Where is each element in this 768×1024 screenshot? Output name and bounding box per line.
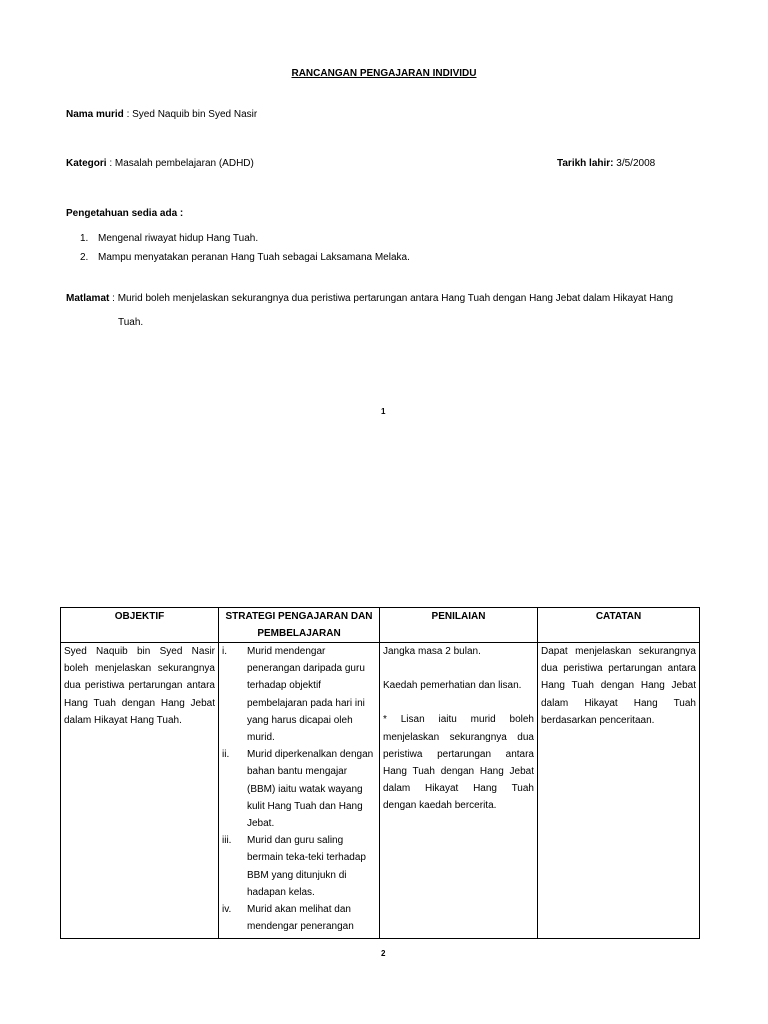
goal-label: Matlamat (66, 293, 110, 304)
assessment-method: Kaedah pemerhatian dan lisan. (383, 680, 522, 692)
page-number: 2 (381, 949, 386, 958)
list-item: 2. Mampu menyatakan peranan Hang Tuah sebagai Laksamana Melaka. (80, 252, 410, 263)
lesson-plan-table (60, 607, 700, 939)
assessment-duration: Jangka masa 2 bulan. (383, 646, 481, 657)
table-row (61, 643, 700, 939)
student-name-label: Nama murid (66, 109, 124, 120)
document-title: RANCANGAN PENGAJARAN INDIVIDU (291, 68, 477, 79)
objective-cell: Syed Naquib bin Syed Nasir boleh menjelaskan sekurangnya dua peristiwa pertarungan antara Hang Tuah dengan Hang Jebat dalam Hikayat Hang Tuah. (61, 643, 219, 939)
notes-cell: Dapat menjelaskan sekurangnya dua peristiwa pertarungan antara Hang Tuah dengan Hang Jebat dalam Hikayat Hang Tuah berdasarkan penceritaan. (538, 643, 700, 939)
strategy-cell (219, 643, 380, 939)
category-label: Kategori (66, 158, 107, 169)
birthdate-line (557, 158, 655, 169)
header-objektif: OBJEKTIF (61, 608, 219, 643)
category-line (66, 158, 254, 169)
assessment-cell (380, 643, 538, 939)
page-number: 1 (381, 407, 386, 416)
header-penilaian: PENILAIAN (380, 608, 538, 643)
list-item: iii. Murid dan guru saling bermain teka-teki terhadap BBM yang ditunjukn di hadapan kelas. (222, 835, 366, 898)
list-item: i. Murid mendengar penerangan daripada guru terhadap objektif pembelajaran pada hari ini yang harus dicapai oleh murid. (222, 646, 365, 744)
birthdate-label: Tarikh lahir: (557, 158, 614, 169)
prior-knowledge-list (80, 229, 410, 267)
header-strategi: STRATEGI PENGAJARAN DAN PEMBELAJARAN (219, 608, 380, 643)
goal-text: : Murid boleh menjelaskan sekurangnya dua peristiwa pertarungan antara Hang Tuah dengan Hang Jebat dalam Hikayat Hang (109, 293, 674, 304)
student-name-line (66, 109, 257, 120)
goal-text-continued: Tuah. (118, 317, 144, 328)
strategy-list (222, 643, 376, 935)
list-item: ii. Murid diperkenalkan dengan bahan bantu mengajar (BBM) iaitu watak wayang kulit Hang Tuah dan Hang Jebat. (222, 749, 374, 830)
category-value: : Masalah pembelajaran (ADHD) (106, 158, 254, 169)
list-item: iv. Murid akan melihat dan mendengar penerangan (222, 904, 354, 933)
table-header-row (61, 608, 700, 643)
assessment-detail: * Lisan iaitu murid boleh menjelaskan sekurangnya dua peristiwa pertarungan antara Hang Tuah dengan Hang Jebat dalam Hikayat Hang Tuah dengan kaedah bercerita. (383, 714, 534, 812)
goal-line (66, 293, 673, 304)
header-catatan: CATATAN (538, 608, 700, 643)
student-name-value: : Syed Naquib bin Syed Nasir (123, 109, 258, 120)
list-item: 1. Mengenal riwayat hidup Hang Tuah. (80, 233, 259, 244)
prior-knowledge-heading: Pengetahuan sedia ada : (66, 208, 184, 219)
birthdate-value: 3/5/2008 (613, 158, 656, 169)
